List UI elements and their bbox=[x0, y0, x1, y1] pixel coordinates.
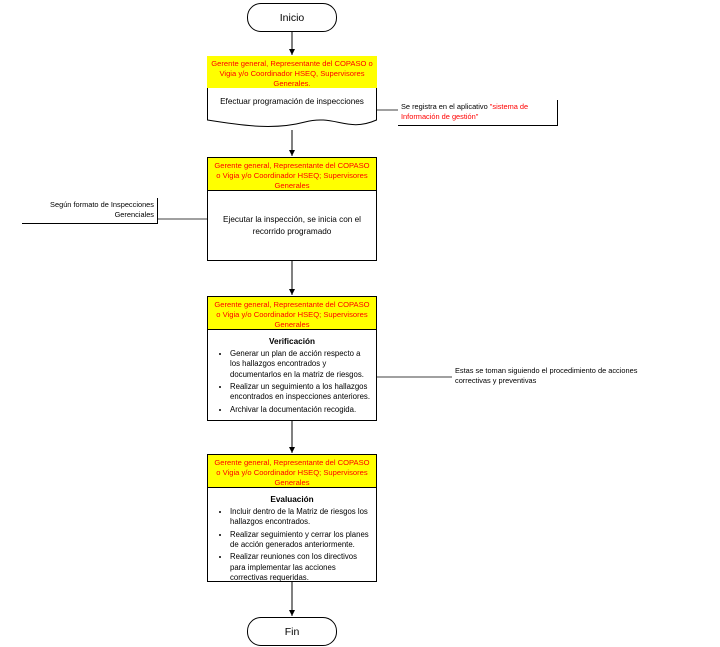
node-step1-header: Gerente general, Representante del COPASO o Vigia y/o Coordinador HSEQ, Supervisores Generales. bbox=[207, 56, 377, 88]
list-item: • Archivar la documentación recogida. bbox=[230, 405, 370, 415]
node-step3-body bbox=[208, 330, 376, 423]
node-step2-header: Gerente general, Representante del COPASO o Vigia y/o Coordinador HSEQ; Supervisores Generales bbox=[208, 158, 376, 191]
node-step4-title: Evaluación bbox=[270, 495, 314, 504]
node-end[interactable] bbox=[247, 617, 337, 646]
list-item: • Generar un plan de acción respecto a los hallazgos encontrados y documentarlos en la matriz de riesgos. bbox=[230, 349, 370, 380]
note-sistema-gestion bbox=[398, 100, 558, 126]
note-formato-inspecciones-text: Según formato de Inspecciones Gerenciales bbox=[50, 200, 154, 219]
node-step3-header: Gerente general, Representante del COPASO o Vigia y/o Coordinador HSEQ; Supervisores Generales bbox=[208, 297, 376, 330]
node-step4-list bbox=[214, 507, 370, 584]
list-item: • Realizar reuniones con los directivos para implementar las acciones correctivas requeridas. bbox=[230, 552, 370, 583]
note-acciones-correctivas-text: Estas se toman siguiendo el procedimiento de acciones correctivas y preventivas bbox=[455, 366, 638, 385]
node-step1-body: Efectuar programación de inspecciones bbox=[220, 97, 364, 106]
list-item: • Realizar seguimiento y cerrar los planes de acción generados anteriormente. bbox=[230, 530, 370, 551]
node-step2-body: Ejecutar la inspección, se inicia con el recorrido programado bbox=[223, 215, 361, 236]
node-step3[interactable] bbox=[207, 296, 377, 421]
list-item: • Incluir dentro de la Matriz de riesgos los hallazgos encontrados. bbox=[230, 507, 370, 528]
node-step2[interactable] bbox=[207, 157, 377, 261]
list-item: • Realizar un seguimiento a los hallazgos encontrados en inspecciones anteriores. bbox=[230, 382, 370, 403]
note-sistema-gestion-highlight: "sistema de Información de gestión" bbox=[401, 102, 529, 121]
note-sistema-gestion-text: Se registra en el aplicativo bbox=[401, 102, 490, 111]
node-step3-list bbox=[214, 349, 370, 415]
node-step1[interactable] bbox=[207, 56, 377, 131]
node-step4-header: Gerente general, Representante del COPASO o Vigia y/o Coordinador HSEQ; Supervisores Generales bbox=[208, 455, 376, 488]
node-end-label: Fin bbox=[284, 625, 300, 638]
note-acciones-correctivas bbox=[452, 364, 652, 389]
node-step4[interactable] bbox=[207, 454, 377, 582]
node-start-label: Inicio bbox=[279, 11, 305, 24]
node-step1-content bbox=[207, 56, 377, 108]
node-step4-body bbox=[208, 488, 376, 592]
note-formato-inspecciones bbox=[22, 198, 158, 224]
node-start[interactable] bbox=[247, 3, 337, 32]
node-step3-title: Verificación bbox=[269, 337, 315, 346]
